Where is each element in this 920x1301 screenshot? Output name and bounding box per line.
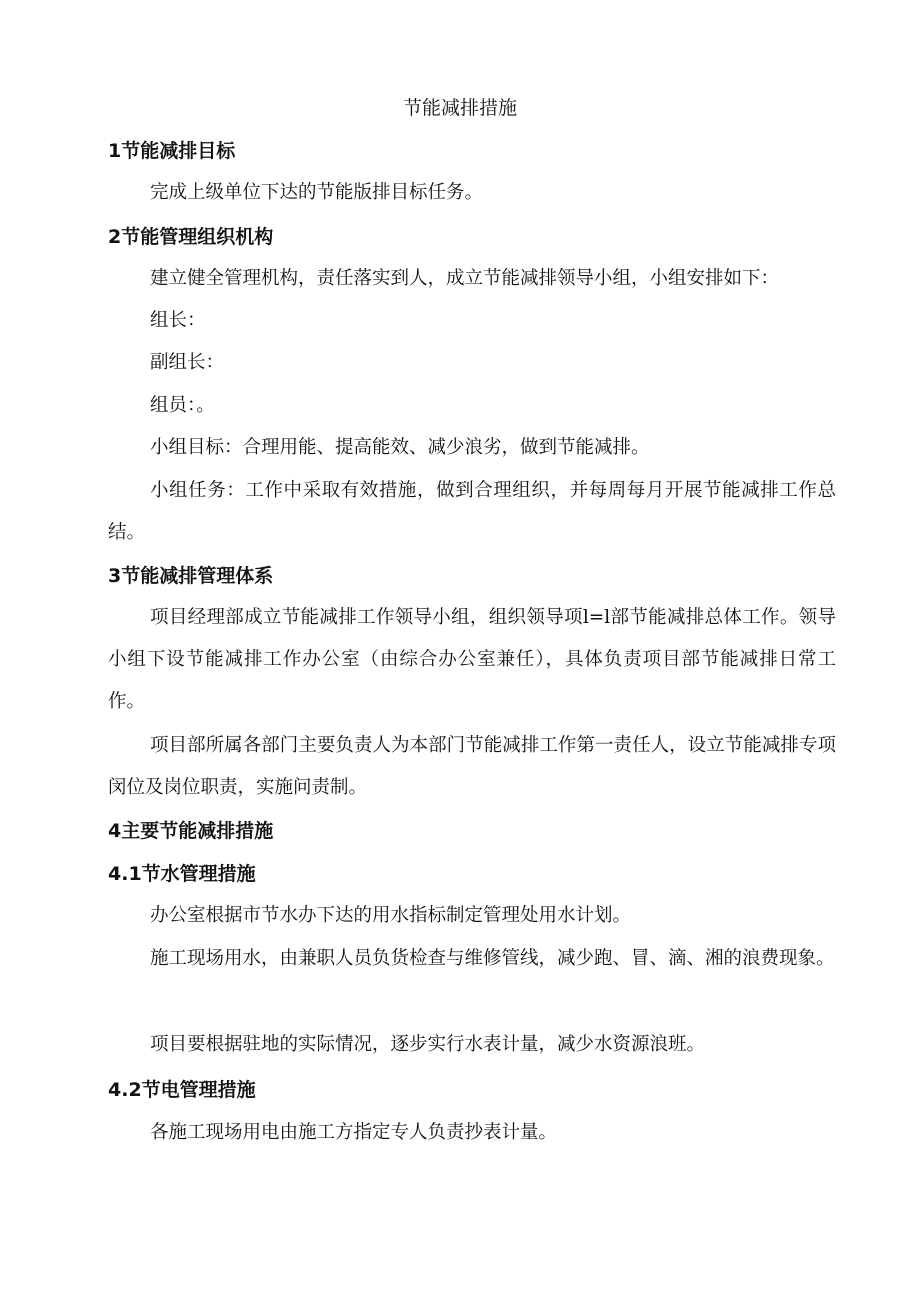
section-4-2-paragraph-1: 各施工现场用电由施工方指定专人负责抄表计量。 [150,1122,558,1143]
section-2-paragraph-2: 组长： [150,310,206,331]
section-4-2-heading: 4.2节电管理措施 [108,1079,256,1101]
section-4-1-heading: 4.1节水管理措施 [108,863,256,885]
section-1-paragraph-1: 完成上级单位下达的节能版排目标任务。 [150,182,484,203]
section-2-paragraph-4: 组员：。 [150,395,215,416]
section-4-1-paragraph-1: 办公室根据市节水办下达的用水指标制定管理处用水计划。 [150,905,632,926]
section-3-heading: 3节能减排管理体系 [108,565,274,587]
document-title: 节能减排措施 [402,97,517,119]
section-2-heading: 2节能管理组织机构 [108,226,274,248]
section-2-paragraph-5: 小组目标：合理用能、提高能效、减少浪劣，做到节能减排。 [150,437,650,458]
section-2-paragraph-6: 小组任务：工作中采取有效措施，做到合理组织，并每周每月开展节能减排工作总结。 [108,480,836,543]
section-4-heading: 4主要节能减排措施 [108,820,274,842]
section-4-1-paragraph-3: 项目要根据驻地的实际情况，逐步实行水表计量，减少水资源浪班。 [150,1034,706,1055]
section-3-paragraph-2: 项目部所属各部门主要负责人为本部门节能减排工作第一责任人，设立节能减排专项闵位及岗位职责，实施问责制。 [108,735,836,798]
section-4-1-paragraph-2: 施工现场用水，由兼职人员负货检查与维修管线，减少跑、冒、滴、湘的浪费现象。 [150,948,835,969]
section-3-paragraph-1: 项目经理部成立节能减排工作领导小组，组织领导项l=l部节能减排总体工作。领导小组下设节能减排工作办公室（由综合办公室兼任），具体负责项目部节能减排日常工作。 [108,607,836,712]
section-2-paragraph-3: 副组长： [150,352,225,373]
section-1-heading: 1节能减排目标 [108,140,236,162]
section-2-paragraph-1: 建立健全管理机构，责任落实到人，成立节能减排领导小组，小组安排如下： [150,268,780,289]
